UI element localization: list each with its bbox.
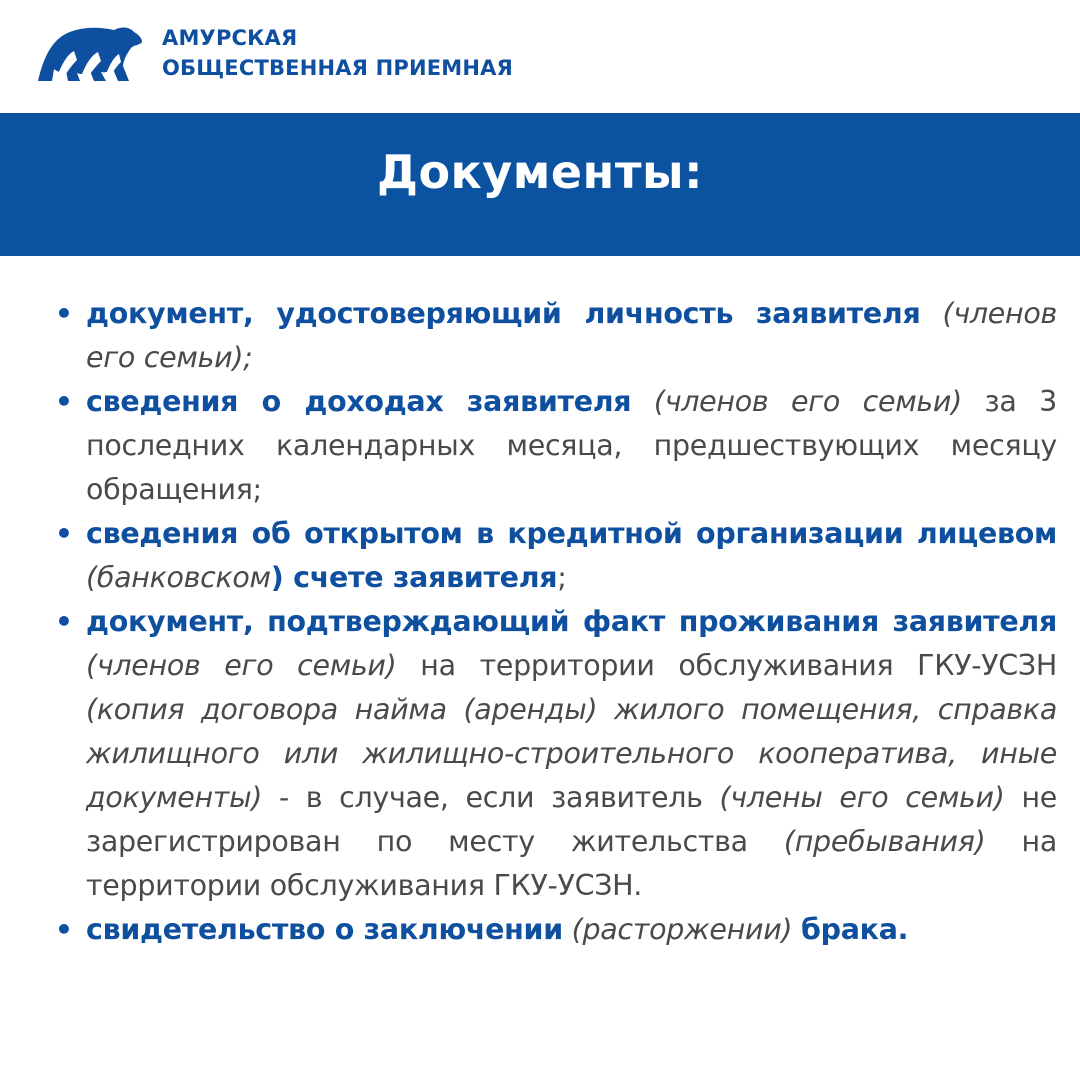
list-item — [55, 908, 1057, 952]
body-text — [631, 385, 654, 418]
org-name-line1: АМУРСКАЯ — [162, 26, 298, 50]
org-name-line2: ОБЩЕСТВЕННАЯ ПРИЕМНАЯ — [162, 56, 513, 80]
bold-text: документ, удостоверяющий личность заявителя — [86, 297, 921, 330]
body-text: за 3 последних календарных месяца, предшествующих месяцу обращения; — [86, 385, 1057, 506]
title-banner — [0, 113, 1080, 256]
list-item — [55, 512, 1057, 600]
list-item — [55, 292, 1057, 380]
bullet-icon: • — [55, 913, 73, 946]
bullet-icon: • — [55, 605, 73, 638]
italic-text: (пребывания) — [783, 825, 986, 858]
italic-text: (расторжении) — [571, 913, 793, 946]
bullet-icon: • — [55, 517, 73, 550]
body-text — [563, 913, 572, 946]
bullet-icon: • — [55, 385, 73, 418]
italic-text: (копия договора найма (аренды) жилого помещения, справка жилищного или жилищно-строительного кооператива, иные документы) — [86, 693, 1057, 814]
list-item — [55, 380, 1057, 512]
bold-text: брака. — [801, 913, 909, 946]
document-list — [55, 292, 1058, 952]
bold-text: сведения об открытом в кредитной организации лицевом — [86, 517, 1057, 550]
body-text: - в случае, если заявитель — [262, 781, 720, 814]
body-text — [792, 913, 801, 946]
org-name — [162, 23, 513, 83]
header — [0, 0, 1080, 112]
bold-text: сведения о доходах заявителя — [86, 385, 632, 418]
page-title: Документы: — [376, 144, 703, 199]
body-text: на территории обслуживания ГКУ-УСЗН — [396, 649, 1057, 682]
list-item — [55, 600, 1058, 908]
italic-text: (члены его семьи) — [719, 781, 1005, 814]
body-text: на территории обслуживания ГКУ-УСЗН. — [86, 825, 1057, 902]
bear-logo-icon — [36, 24, 144, 84]
body-text — [920, 297, 942, 330]
body-text: не зарегистрирован по месту жительства — [86, 781, 1058, 858]
italic-text: (членов его семьи) — [653, 385, 962, 418]
bold-text: ) счете заявителя — [270, 561, 558, 594]
italic-text: (банковском — [86, 561, 271, 594]
bullet-icon: • — [55, 297, 73, 330]
body-text: ; — [557, 561, 567, 594]
italic-text: (членов его семьи); — [86, 297, 1057, 374]
bold-text: документ, подтверждающий факт проживания заявителя — [86, 605, 1057, 638]
bold-text: свидетельство о заключении — [86, 913, 563, 946]
italic-text: (членов его семьи) — [86, 649, 397, 682]
